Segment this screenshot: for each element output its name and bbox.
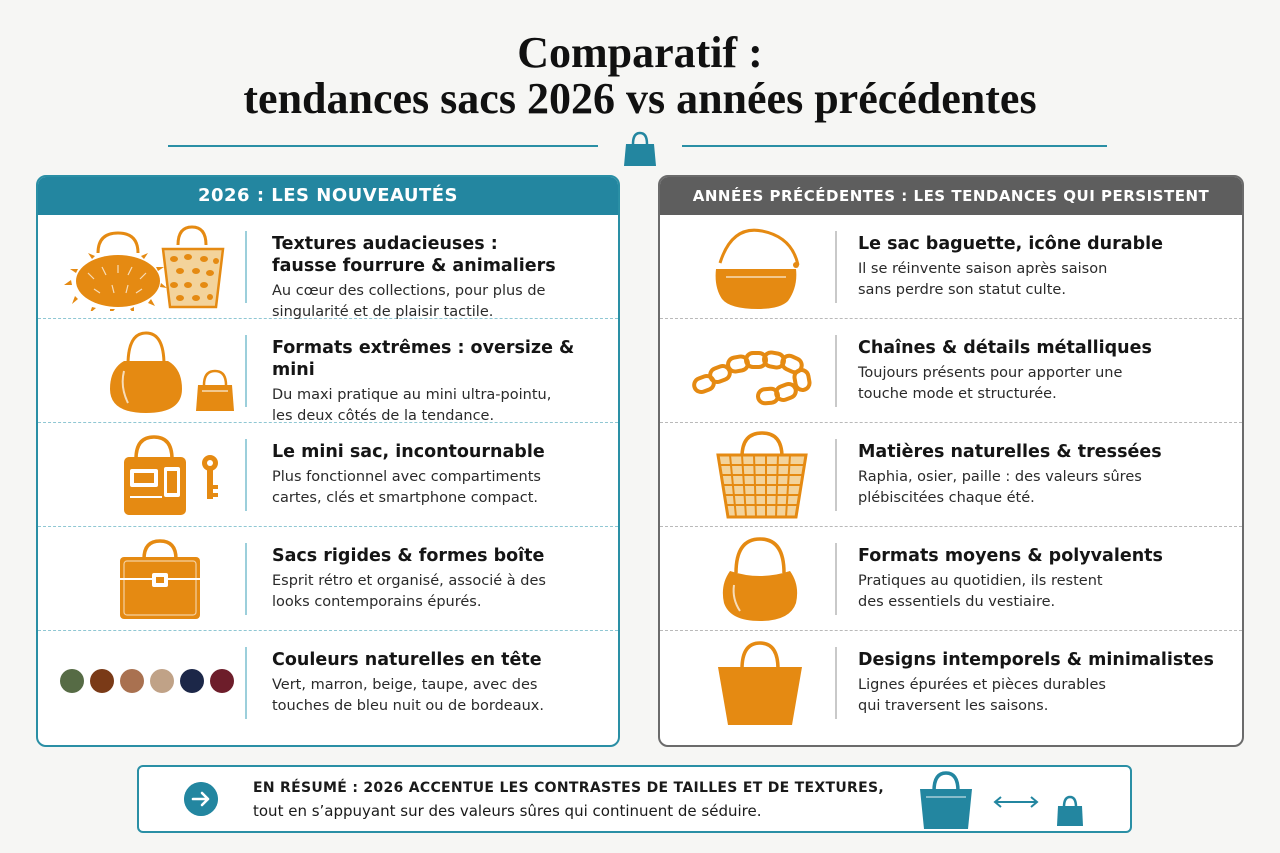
row-description-line: cartes, clés et smartphone compact. <box>272 490 539 506</box>
row-title <box>272 441 612 463</box>
fur-and-leopard-bags-icon <box>58 223 238 311</box>
row-title <box>272 337 612 381</box>
big-and-mini-bags-icon <box>58 327 238 415</box>
row-description-line: Lignes épurées et pièces durables <box>858 677 1106 693</box>
row-title-line: Le mini sac, incontournable <box>272 442 545 462</box>
row-divider <box>245 231 247 303</box>
panel-2026-header: 2026 : LES NOUVEAUTÉS <box>38 177 618 215</box>
row-title-line: Designs intemporels & minimalistes <box>858 650 1214 670</box>
row-title <box>858 233 1228 255</box>
large-bag-icon <box>914 769 978 831</box>
row-description <box>272 571 612 613</box>
list-item <box>38 423 618 527</box>
tote-bag-icon <box>680 639 830 727</box>
list-item <box>38 631 618 735</box>
row-divider <box>835 439 837 511</box>
woven-basket-bag-icon <box>680 431 830 519</box>
row-description-line: Du maxi pratique au mini ultra-pointu, <box>272 387 552 403</box>
hobo-bag-icon <box>680 535 830 623</box>
summary-text: tout en s’appuyant sur des valeurs sûres qui continuent de séduire. <box>253 802 762 820</box>
row-description-line: Au cœur des collections, pour plus de <box>272 283 546 299</box>
swatch-taupe <box>150 669 174 693</box>
swatch-beige <box>120 669 144 693</box>
swatch-green <box>60 669 84 693</box>
row-description-line: Raphia, osier, paille : des valeurs sûres <box>858 469 1142 485</box>
row-title <box>858 649 1228 671</box>
list-item <box>660 319 1242 423</box>
title-rule-right <box>682 145 1107 147</box>
row-description <box>272 385 612 427</box>
row-title <box>272 233 612 277</box>
row-title-line: Couleurs naturelles en tête <box>272 650 542 670</box>
color-swatches-icon <box>60 669 234 693</box>
chain-icon <box>680 327 830 415</box>
row-description-line: Plus fonctionnel avec compartiments <box>272 469 541 485</box>
panel-2026 <box>36 175 620 747</box>
row-divider <box>245 647 247 719</box>
page-title-line-1: Comparatif : <box>517 28 763 77</box>
row-description <box>858 675 1228 717</box>
list-item <box>660 527 1242 631</box>
row-description-line: Pratiques au quotidien, ils restent <box>858 573 1103 589</box>
row-description <box>272 675 612 717</box>
row-title <box>858 545 1228 567</box>
row-title <box>858 337 1228 359</box>
list-item <box>38 215 618 319</box>
row-description <box>858 571 1228 613</box>
page-title-line-2: tendances sacs 2026 vs années précédentes <box>243 74 1037 123</box>
row-description <box>858 467 1228 509</box>
baguette-bag-icon <box>680 223 830 311</box>
row-description-line: looks contemporains épurés. <box>272 594 482 610</box>
list-item <box>660 423 1242 527</box>
small-bag-icon <box>1055 793 1085 827</box>
row-description-line: Toujours présents pour apporter une <box>858 365 1123 381</box>
row-divider <box>245 439 247 511</box>
row-title <box>272 649 612 671</box>
title-rule-left <box>168 145 598 147</box>
row-description <box>858 363 1228 405</box>
arrow-right-icon <box>184 782 218 816</box>
row-title-line: Formats extrêmes : oversize & mini <box>272 338 575 380</box>
row-divider <box>835 335 837 407</box>
row-title-line: Sacs rigides & formes boîte <box>272 546 545 566</box>
row-description-line: des essentiels du vestiaire. <box>858 594 1056 610</box>
row-divider <box>835 231 837 303</box>
list-item <box>660 215 1242 319</box>
page-title <box>0 30 1280 122</box>
row-divider <box>835 647 837 719</box>
row-description <box>272 467 612 509</box>
row-description-line: singularité et de plaisir tactile. <box>272 304 494 320</box>
row-description <box>272 281 612 323</box>
panel-previous-years-header: ANNÉES PRÉCÉDENTES : LES TENDANCES QUI PERSISTENT <box>660 177 1242 215</box>
row-divider <box>245 335 247 407</box>
row-description-line: Il se réinvente saison après saison <box>858 261 1108 277</box>
row-divider <box>835 543 837 615</box>
list-item <box>660 631 1242 735</box>
row-title-line: fausse fourrure & animaliers <box>272 256 556 276</box>
handbag-icon <box>622 130 658 168</box>
box-bag-icon <box>58 535 238 623</box>
row-description-line: touches de bleu nuit ou de bordeaux. <box>272 698 544 714</box>
row-title-line: Chaînes & détails métalliques <box>858 338 1152 358</box>
row-description-line: plébiscitées chaque été. <box>858 490 1035 506</box>
row-description-line: qui traversent les saisons. <box>858 698 1049 714</box>
row-description <box>858 259 1228 301</box>
mini-bag-compartments-icon <box>58 431 238 519</box>
summary-box <box>137 765 1132 833</box>
summary-headline: EN RÉSUMÉ : 2026 ACCENTUE LES CONTRASTES DE TAILLES ET DE TEXTURES, <box>253 780 884 796</box>
list-item <box>38 319 618 423</box>
swatch-brown <box>90 669 114 693</box>
panel-previous-years <box>658 175 1244 747</box>
row-description-line: sans perdre son statut culte. <box>858 282 1066 298</box>
swatch-burgundy <box>210 669 234 693</box>
row-description-line: les deux côtés de la tendance. <box>272 408 495 424</box>
list-item <box>38 527 618 631</box>
row-title-line: Matières naturelles & tressées <box>858 442 1162 462</box>
row-title-line: Formats moyens & polyvalents <box>858 546 1163 566</box>
row-description-line: touche mode et structurée. <box>858 386 1057 402</box>
row-divider <box>245 543 247 615</box>
row-title <box>858 441 1228 463</box>
swatch-navy <box>180 669 204 693</box>
row-title-line: Le sac baguette, icône durable <box>858 234 1163 254</box>
row-description-line: Esprit rétro et organisé, associé à des <box>272 573 546 589</box>
double-arrow-icon <box>991 795 1041 809</box>
row-title-line: Textures audacieuses : <box>272 234 498 254</box>
row-title <box>272 545 612 567</box>
row-description-line: Vert, marron, beige, taupe, avec des <box>272 677 538 693</box>
